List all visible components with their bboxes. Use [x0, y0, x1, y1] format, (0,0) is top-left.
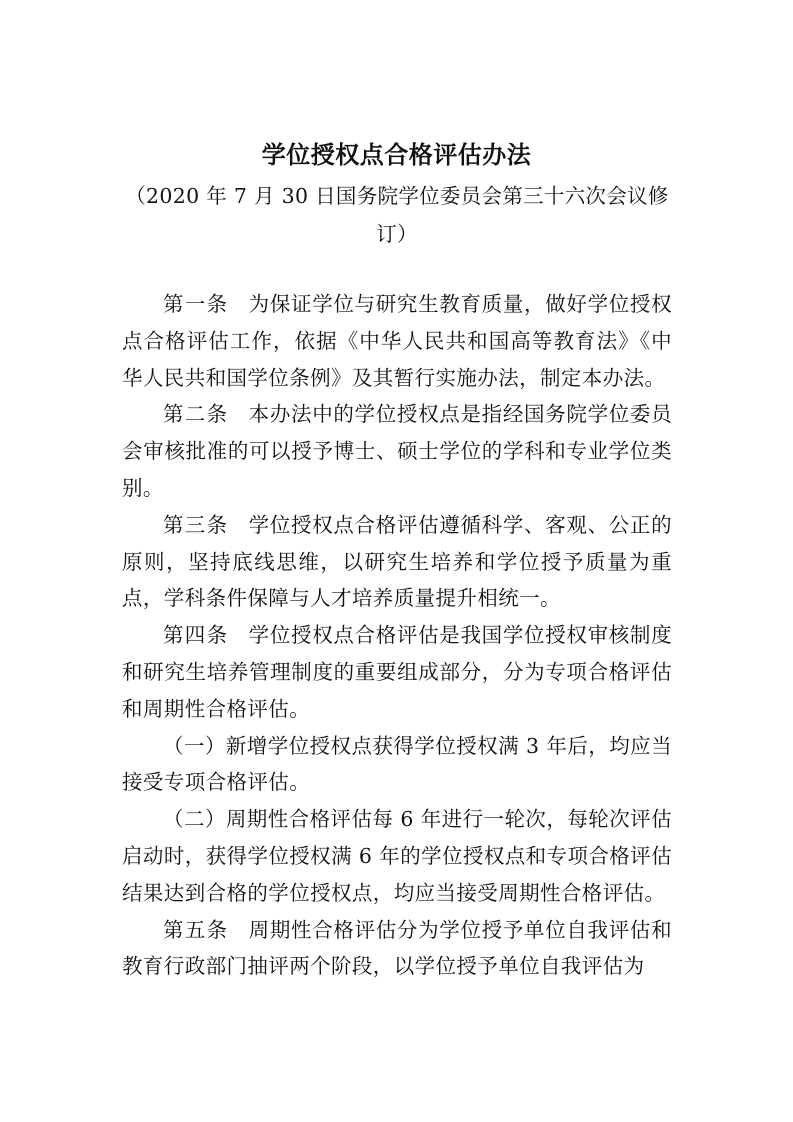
article-label: 第五条 — [163, 917, 229, 942]
document-title: 学位授权点合格评估办法 — [261, 140, 532, 169]
article-label: 第一条 — [163, 292, 229, 316]
article-5 — [122, 912, 672, 986]
article-text: 为保证学位与研究生教育质量，做好学位授权点合格评估工作，依据《中华人民共和国高等教育法》《中华人民共和国学位条例》及其暂行实施办法，制定本办法。 — [122, 292, 673, 390]
article-text: 周期性合格评估分为学位授予单位自我评估和教育行政部门抽评两个阶段，以学位授予单位自我评估为 — [122, 917, 673, 979]
article-3 — [122, 507, 672, 617]
article-4 — [122, 617, 672, 727]
article-label: 第二条 — [163, 402, 229, 427]
article-4-item-2: （二）周期性合格评估每 6 年进行一轮次，每轮次评估启动时，获得学位授权满 6 年的学位授权点和专项合格评估结果达到合格的学位授权点，均应当接受周期性合格评估。 — [122, 807, 672, 905]
article-text: 学位授权点合格评估是我国学位授权审核制度和研究生培养管理制度的重要组成部分，分为专项合格评估和周期性合格评估。 — [122, 623, 673, 721]
article-2 — [122, 396, 672, 506]
article-text: 学位授权点合格评估遵循科学、客观、公正的原则，坚持底线思维，以研究生培养和学位授予质量为重点，学科条件保障与人才培养质量提升相统一。 — [122, 512, 673, 611]
document-body — [122, 286, 672, 985]
article-text: 本办法中的学位授权点是指经国务院学位委员会审核批准的可以授予博士、硕士学位的学科和专业学位类别。 — [122, 402, 673, 500]
article-1 — [122, 286, 672, 396]
article-4-item-1: （一）新增学位授权点获得学位授权满 3 年后，均应当接受专项合格评估。 — [122, 733, 672, 795]
article-label: 第四条 — [163, 623, 229, 648]
document-subtitle: （2020 年 7 月 30 日国务院学位委员会第三十六次会议修订） — [125, 184, 669, 246]
article-label: 第三条 — [163, 512, 229, 537]
